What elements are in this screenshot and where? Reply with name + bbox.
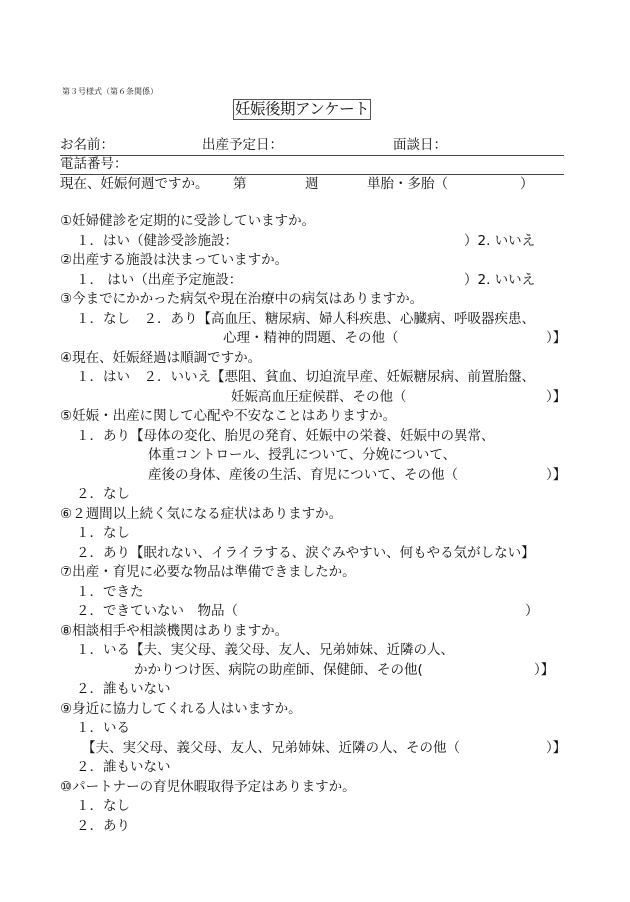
phone-label: 電話番号：: [60, 156, 128, 172]
answer-text: １． はい（出産予定施設：: [76, 271, 243, 288]
question-text: ⑤妊娠・出産に関して心配や不安なことはありますか。: [60, 408, 397, 424]
answer-text: ２．なし: [76, 486, 130, 502]
answer-text: 妊娠高血圧症候群、その他（: [231, 388, 407, 405]
page-title: 妊娠後期アンケート: [235, 100, 370, 118]
answer-text: １．できた: [76, 583, 144, 600]
answer-close: ）2. いいえ: [464, 232, 536, 249]
multiple-birth-close: ）: [520, 176, 534, 192]
question-text: ②出産する施設は決まっていますか。: [60, 252, 289, 268]
answer-close: ）2. いいえ: [464, 271, 536, 288]
question-text: ③今までにかかった病気や現在治療中の病気はありますか。: [60, 291, 424, 307]
answer-text: １．いる: [76, 720, 130, 736]
answer-close: ）: [525, 603, 539, 619]
question-text: ⑥２週間以上続く気になる症状はありますか。: [60, 505, 343, 522]
answer-text: １．なし: [76, 525, 130, 541]
answer-text: ２．誰もいない: [76, 759, 171, 775]
answer-text: 【夫、実父母、義父母、友人、兄弟姉妹、近隣の人、その他（: [82, 739, 460, 756]
answer-text: 心理・精神的問題、その他（: [223, 330, 399, 346]
multiple-birth-label: 単胎・多胎（: [367, 176, 448, 192]
question-text: ④現在、妊娠経過は順調ですか。: [60, 349, 262, 366]
header-row-weeks: [60, 175, 564, 194]
week-prefix: 第: [233, 176, 247, 192]
week-suffix: 週: [305, 176, 319, 192]
answer-close: ）】: [546, 739, 567, 756]
answer-close: ）】: [534, 661, 555, 678]
due-date-label: 出産予定日：: [202, 137, 283, 153]
name-label: お名前：: [60, 137, 114, 153]
answer-text: １．なし ２．あり【高血圧、糖尿病、婦人科疾患、心臓病、呼吸器疾患、: [76, 310, 535, 327]
answer-text: 産後の身体、産後の生活、育児について、その他（: [148, 466, 458, 483]
weeks-question: 現在、妊娠何週ですか。: [60, 176, 209, 192]
question-text: ①妊婦健診を定期的に受診していますか。: [60, 213, 316, 229]
question-text: ⑧相談相手や相談機関はありますか。: [60, 622, 289, 639]
answer-text: ２．誰もいない: [76, 681, 171, 697]
answer-text: 体重コントロール、授乳について、分娩について、: [148, 447, 457, 463]
answer-text: ２．あり: [76, 817, 130, 834]
question-text: ⑩パートナーの育児休暇取得予定はありますか。: [60, 778, 356, 795]
answer-text: ２．あり【眠れない、イライラする、涙ぐみやすい、何もやる気がしない】: [76, 544, 535, 561]
answer-text: １．はい（健診受診施設：: [76, 232, 238, 249]
answer-text: １．あり【母体の変化、胎児の発育、妊娠中の栄養、妊娠中の異常、: [76, 427, 495, 444]
answer-close: ）】: [546, 330, 567, 346]
question-text: ⑦出産・育児に必要な物品は準備できましたか。: [60, 564, 356, 580]
answer-text: かかりつけ医、病院の助産師、保健師、その他(: [134, 661, 423, 678]
header-row-name: [60, 136, 564, 156]
answer-text: １．なし: [76, 798, 130, 814]
answer-close: ）】: [546, 466, 567, 483]
answer-close: ）】: [546, 388, 567, 405]
header-row-phone: [60, 155, 564, 175]
answer-text: １．いる【夫、実父母、義父母、友人、兄弟姉妹、近隣の人、: [76, 642, 454, 658]
answer-text: １．はい ２．いいえ【悪阻、貧血、切迫流早産、妊娠糖尿病、前置胎盤、: [76, 369, 535, 385]
question-text: ⑨身近に協力してくれる人はいますか。: [60, 700, 302, 717]
form-number: 第３号様式（第６条関係）: [62, 87, 158, 96]
interview-date-label: 面談日：: [393, 137, 447, 153]
answer-text: ２．できていない 物品（: [76, 603, 238, 619]
